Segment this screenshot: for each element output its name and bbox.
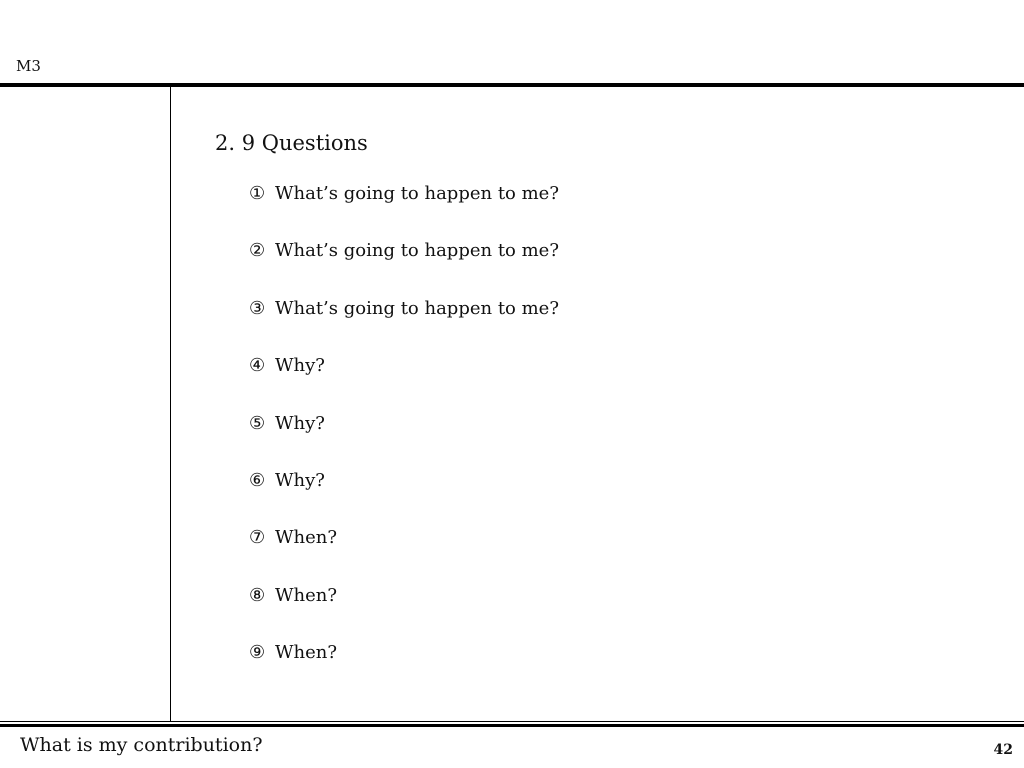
question-text: When?: [275, 584, 337, 606]
question-item-2: [249, 239, 559, 296]
question-text: What’s going to happen to me?: [275, 183, 559, 204]
question-item-7: [249, 526, 559, 583]
question-text: When?: [275, 642, 337, 664]
question-text: What’s going to happen to me?: [275, 240, 559, 262]
question-item-6: [249, 469, 559, 526]
question-item-9: [249, 641, 559, 698]
section-title: 2. 9 Questions: [215, 131, 368, 155]
question-number: ⑦: [249, 527, 266, 549]
footer-divider-thin: [0, 721, 1024, 722]
top-divider: [0, 83, 1024, 87]
sidebar-divider: [170, 87, 171, 722]
question-number: ⑨: [249, 642, 266, 664]
question-number: ④: [249, 355, 266, 377]
question-number: ⑥: [249, 469, 266, 491]
header-label: M3: [16, 57, 41, 75]
question-number: ⑤: [249, 412, 266, 434]
footer-text: What is my contribution?: [20, 734, 263, 756]
question-text: When?: [275, 527, 337, 549]
question-item-4: [249, 354, 559, 411]
question-number: ⑧: [249, 584, 266, 606]
question-item-8: [249, 584, 559, 641]
question-text: Why?: [275, 469, 325, 491]
question-list: [249, 182, 559, 699]
page-number: 42: [993, 742, 1013, 758]
question-item-1: [249, 182, 559, 239]
question-text: Why?: [275, 412, 325, 434]
question-number: ②: [249, 240, 266, 262]
question-number: ①: [249, 183, 266, 204]
footer-divider-thick: [0, 724, 1024, 727]
question-item-3: [249, 297, 559, 354]
question-text: Why?: [275, 355, 325, 377]
question-text: What’s going to happen to me?: [275, 297, 559, 319]
question-number: ③: [249, 297, 266, 319]
question-item-5: [249, 412, 559, 469]
